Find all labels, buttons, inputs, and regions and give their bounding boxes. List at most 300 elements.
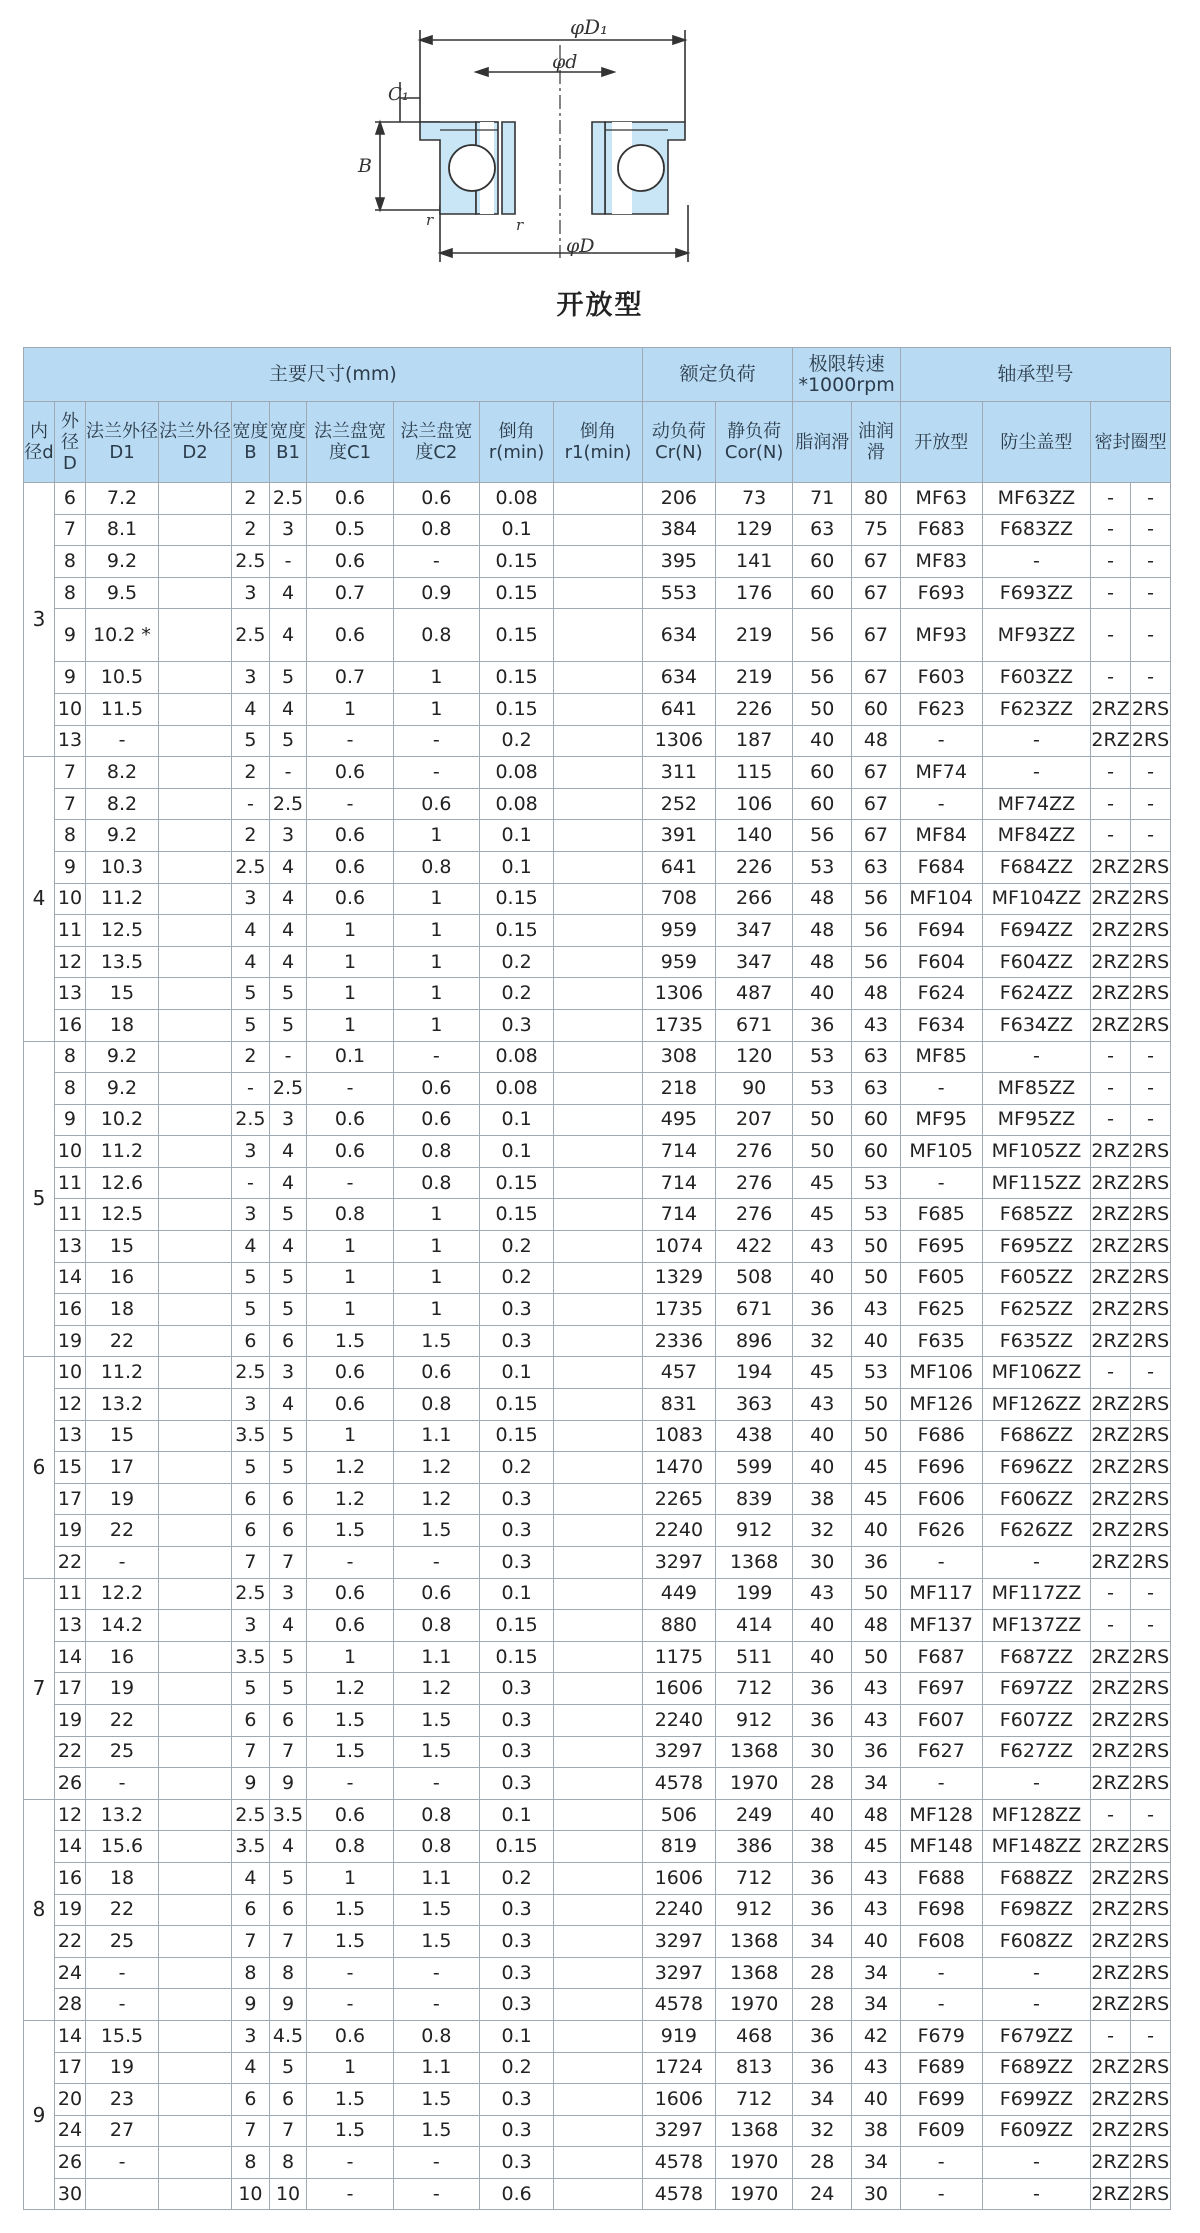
table-cell [554, 820, 643, 852]
table-cell [159, 693, 232, 725]
table-cell: 2.5 [232, 1357, 270, 1389]
table-row [24, 1957, 1171, 1989]
table-cell: 839 [715, 1483, 793, 1515]
table-cell: 2RS [1131, 1831, 1171, 1863]
table-cell: - [982, 546, 1090, 578]
table-cell: - [1091, 1578, 1131, 1610]
label-r-left: r [426, 211, 434, 229]
table-cell [554, 1610, 643, 1642]
table-cell: 9 [269, 1768, 307, 1800]
table-cell: 2RZ [1091, 883, 1131, 915]
table-cell: 0.15 [480, 577, 554, 609]
table-row [24, 1073, 1171, 1105]
header-main-dims: 主要尺寸(mm) [24, 348, 643, 402]
table-cell: 1074 [642, 1231, 715, 1263]
table-cell: - [85, 1547, 158, 1579]
table-cell: 8 [54, 820, 85, 852]
table-cell: 2RS [1131, 1231, 1171, 1263]
table-cell: 2240 [642, 1894, 715, 1926]
cell-inner-diameter: 5 [24, 1041, 55, 1357]
table-cell [554, 1357, 643, 1389]
table-cell: 0.3 [480, 1009, 554, 1041]
table-cell: 1606 [642, 2084, 715, 2116]
table-cell: F609ZZ [982, 2115, 1090, 2147]
table-cell: 0.8 [393, 609, 479, 662]
table-cell: 63 [852, 1073, 901, 1105]
table-cell: 9.2 [85, 546, 158, 578]
table-row [24, 1515, 1171, 1547]
table-cell: 1.2 [307, 1452, 393, 1484]
table-cell: - [1131, 1578, 1171, 1610]
table-cell: 5 [269, 2052, 307, 2084]
table-row [24, 1104, 1171, 1136]
table-cell: 0.8 [307, 1199, 393, 1231]
table-cell: 43 [852, 2052, 901, 2084]
table-cell [554, 1736, 643, 1768]
table-cell: 959 [642, 946, 715, 978]
table-cell: F699 [900, 2084, 982, 2116]
table-cell: 24 [54, 1957, 85, 1989]
table-cell: F608ZZ [982, 1926, 1090, 1958]
table-cell: 1 [307, 1420, 393, 1452]
table-cell: F679 [900, 2020, 982, 2052]
table-cell: 40 [852, 2084, 901, 2116]
table-cell: 1.5 [393, 1736, 479, 1768]
table-cell: 15 [85, 1231, 158, 1263]
table-cell: 67 [852, 546, 901, 578]
table-cell: 6 [232, 2084, 270, 2116]
table-cell [159, 1862, 232, 1894]
table-row [24, 1799, 1171, 1831]
col-seal-type: 密封圈型 [1091, 402, 1171, 483]
table-cell: 40 [852, 1926, 901, 1958]
table-cell: 414 [715, 1610, 793, 1642]
table-cell: F688 [900, 1862, 982, 1894]
table-cell: 2RS [1131, 1389, 1171, 1421]
table-cell: 50 [852, 1578, 901, 1610]
col-oil: 油润滑 [852, 402, 901, 483]
table-cell: 5 [269, 1862, 307, 1894]
table-cell: - [900, 1547, 982, 1579]
table-cell: 20 [54, 2084, 85, 2116]
table-cell: 10.5 [85, 662, 158, 694]
table-cell: 3.5 [232, 1641, 270, 1673]
table-cell: 919 [642, 2020, 715, 2052]
table-cell [159, 1736, 232, 1768]
table-cell: 641 [642, 851, 715, 883]
table-cell: 438 [715, 1420, 793, 1452]
label-d: φd [552, 51, 578, 73]
table-cell: 5 [232, 1009, 270, 1041]
table-cell: 10 [232, 2178, 270, 2210]
table-cell: MF137 [900, 1610, 982, 1642]
table-cell: 1.1 [393, 2052, 479, 2084]
table-cell [554, 2084, 643, 2116]
table-cell: 712 [715, 2084, 793, 2116]
table-cell: 13.2 [85, 1389, 158, 1421]
table-cell: 5 [232, 725, 270, 757]
table-row [24, 1673, 1171, 1705]
table-cell: 45 [852, 1452, 901, 1484]
table-cell: 19 [54, 1894, 85, 1926]
table-cell: 0.3 [480, 2147, 554, 2179]
table-row [24, 483, 1171, 515]
table-cell: 0.6 [307, 1389, 393, 1421]
table-cell: 4 [269, 1167, 307, 1199]
table-cell [554, 1294, 643, 1326]
table-cell [159, 1768, 232, 1800]
table-row [24, 883, 1171, 915]
table-cell: 0.7 [307, 662, 393, 694]
table-cell: - [1131, 546, 1171, 578]
table-cell: 714 [642, 1136, 715, 1168]
table-cell: 141 [715, 546, 793, 578]
table-cell: 0.08 [480, 757, 554, 789]
table-row [24, 1926, 1171, 1958]
table-cell: 1 [393, 662, 479, 694]
table-cell: 276 [715, 1136, 793, 1168]
bearing-cross-section-diagram [330, 0, 770, 330]
cell-inner-diameter: 8 [24, 1799, 55, 2020]
table-cell [554, 1989, 643, 2021]
table-cell [554, 757, 643, 789]
table-cell: 24 [793, 2178, 852, 2210]
table-cell: 2RZ [1091, 693, 1131, 725]
table-cell: 56 [793, 609, 852, 662]
table-cell: MF128 [900, 1799, 982, 1831]
table-cell: - [900, 1073, 982, 1105]
table-cell: 5 [269, 1420, 307, 1452]
table-cell: 3.5 [232, 1420, 270, 1452]
table-cell: 0.3 [480, 1768, 554, 1800]
table-cell: 22 [85, 1325, 158, 1357]
table-cell: F689ZZ [982, 2052, 1090, 2084]
table-cell [159, 1041, 232, 1073]
table-cell: MF104 [900, 883, 982, 915]
table-cell: 28 [793, 1957, 852, 1989]
table-cell: 50 [793, 1136, 852, 1168]
table-cell: 4 [269, 693, 307, 725]
table-cell: 0.3 [480, 1957, 554, 1989]
table-cell: 347 [715, 915, 793, 947]
table-cell: 10 [269, 2178, 307, 2210]
table-cell: 48 [852, 1610, 901, 1642]
table-cell: MF115ZZ [982, 1167, 1090, 1199]
table-cell: 15 [54, 1452, 85, 1484]
table-cell [159, 915, 232, 947]
table-row [24, 2052, 1171, 2084]
table-cell: 40 [793, 1641, 852, 1673]
table-cell: 1.5 [393, 1515, 479, 1547]
table-cell: 90 [715, 1073, 793, 1105]
table-cell: 3297 [642, 1547, 715, 1579]
table-cell: 6 [269, 1515, 307, 1547]
table-cell: 1.2 [393, 1673, 479, 1705]
table-cell: 2RZ [1091, 1452, 1131, 1484]
table-cell: 2RS [1131, 1547, 1171, 1579]
table-cell: 50 [793, 1104, 852, 1136]
table-cell: 0.9 [393, 577, 479, 609]
table-cell: F687 [900, 1641, 982, 1673]
table-cell: 80 [852, 483, 901, 515]
table-cell: 1306 [642, 978, 715, 1010]
table-cell: 3297 [642, 1736, 715, 1768]
table-cell [159, 1641, 232, 1673]
table-cell: 2RZ [1091, 1862, 1131, 1894]
table-cell: 11 [54, 1199, 85, 1231]
table-cell: 3 [232, 1199, 270, 1231]
table-cell: F604 [900, 946, 982, 978]
table-cell: - [232, 1167, 270, 1199]
table-cell: F623ZZ [982, 693, 1090, 725]
table-cell: - [1091, 1104, 1131, 1136]
table-cell: 34 [852, 1957, 901, 1989]
table-cell: 276 [715, 1199, 793, 1231]
table-cell: MF93ZZ [982, 609, 1090, 662]
table-cell: 4 [232, 1231, 270, 1263]
table-cell: 0.6 [307, 757, 393, 789]
table-cell [554, 1199, 643, 1231]
table-cell [159, 1167, 232, 1199]
table-cell: 8 [269, 1957, 307, 1989]
table-cell: MF126ZZ [982, 1389, 1090, 1421]
table-cell: 714 [642, 1167, 715, 1199]
table-cell: 15 [85, 1420, 158, 1452]
table-cell [159, 1989, 232, 2021]
table-cell: 7.2 [85, 483, 158, 515]
table-cell: 0.6 [307, 609, 393, 662]
table-cell: 106 [715, 788, 793, 820]
table-cell: - [1091, 483, 1131, 515]
table-cell: - [307, 1768, 393, 1800]
table-cell: 2RZ [1091, 1483, 1131, 1515]
table-cell [554, 1483, 643, 1515]
table-row [24, 1009, 1171, 1041]
table-cell [159, 2178, 232, 2210]
table-cell: 23 [85, 2084, 158, 2116]
table-cell [159, 851, 232, 883]
table-cell: 13 [54, 1610, 85, 1642]
table-cell [554, 546, 643, 578]
table-cell: 14.2 [85, 1610, 158, 1642]
table-cell: 4 [269, 1136, 307, 1168]
table-cell: 11 [54, 1167, 85, 1199]
table-cell: 13 [54, 978, 85, 1010]
table-cell: 10 [54, 693, 85, 725]
table-cell: 0.8 [393, 1167, 479, 1199]
table-row [24, 978, 1171, 1010]
table-cell: 40 [793, 1420, 852, 1452]
table-cell: 0.6 [480, 2178, 554, 2210]
table-cell: 1970 [715, 2178, 793, 2210]
label-D1: φD₁ [570, 15, 609, 39]
table-cell: 0.3 [480, 1515, 554, 1547]
table-cell: 0.3 [480, 1926, 554, 1958]
table-row [24, 1610, 1171, 1642]
table-cell: 2RZ [1091, 2052, 1131, 2084]
table-cell [159, 2052, 232, 2084]
table-row [24, 1547, 1171, 1579]
table-cell: 714 [642, 1199, 715, 1231]
table-cell: - [85, 1768, 158, 1800]
table-cell: 5 [269, 1641, 307, 1673]
table-cell: 140 [715, 820, 793, 852]
table-cell: 912 [715, 1894, 793, 1926]
table-cell: 67 [852, 662, 901, 694]
table-cell: 26 [54, 2147, 85, 2179]
table-cell: 45 [852, 1831, 901, 1863]
table-cell: 3 [232, 662, 270, 694]
table-cell: 7 [269, 1547, 307, 1579]
table-cell: 40 [852, 1325, 901, 1357]
table-cell: - [1131, 609, 1171, 662]
table-cell: 13 [54, 1420, 85, 1452]
table-row [24, 1231, 1171, 1263]
table-cell: 2RS [1131, 1167, 1171, 1199]
table-cell: 3297 [642, 1957, 715, 1989]
table-cell: 0.15 [480, 915, 554, 947]
table-cell: 2RS [1131, 1515, 1171, 1547]
table-cell: 1 [393, 1294, 479, 1326]
table-cell: 5 [269, 1199, 307, 1231]
table-cell: 1735 [642, 1009, 715, 1041]
cell-inner-diameter: 7 [24, 1578, 55, 1799]
table-cell: 219 [715, 609, 793, 662]
table-cell: 9.2 [85, 1073, 158, 1105]
table-cell: F696 [900, 1452, 982, 1484]
table-row [24, 1704, 1171, 1736]
table-cell: F624 [900, 978, 982, 1010]
table-cell: MF85ZZ [982, 1073, 1090, 1105]
table-row [24, 2147, 1171, 2179]
table-cell: 50 [852, 1231, 901, 1263]
table-cell: - [1131, 662, 1171, 694]
table-cell: 7 [269, 2115, 307, 2147]
col-shield-type: 防尘盖型 [982, 402, 1090, 483]
table-cell: 12.6 [85, 1167, 158, 1199]
table-cell: 0.6 [393, 1104, 479, 1136]
table-cell: 13.5 [85, 946, 158, 978]
table-cell: 0.8 [307, 1831, 393, 1863]
table-cell: - [232, 1073, 270, 1105]
table-cell: 384 [642, 514, 715, 546]
table-cell: 34 [793, 2084, 852, 2116]
table-cell [159, 1420, 232, 1452]
table-cell: 53 [793, 1041, 852, 1073]
table-cell: 2RZ [1091, 1009, 1131, 1041]
table-cell: 2 [232, 1041, 270, 1073]
table-cell [159, 883, 232, 915]
table-cell: 14 [54, 1831, 85, 1863]
label-C1: C₁ [388, 84, 409, 105]
table-cell: 7 [232, 2115, 270, 2147]
table-cell: 50 [852, 1641, 901, 1673]
table-cell: 0.1 [480, 851, 554, 883]
table-cell: 311 [642, 757, 715, 789]
table-cell [159, 1199, 232, 1231]
table-cell: 43 [852, 1294, 901, 1326]
table-cell [159, 514, 232, 546]
table-cell [554, 1957, 643, 1989]
table-cell: 252 [642, 788, 715, 820]
table-cell: 60 [852, 1104, 901, 1136]
table-cell: 36 [793, 2052, 852, 2084]
table-cell: 2RS [1131, 1768, 1171, 1800]
table-cell: 3 [269, 1104, 307, 1136]
table-cell: - [85, 2147, 158, 2179]
table-row [24, 915, 1171, 947]
table-cell: 15.5 [85, 2020, 158, 2052]
table-row [24, 1736, 1171, 1768]
table-row [24, 514, 1171, 546]
table-row [24, 609, 1171, 662]
table-cell: 0.3 [480, 1736, 554, 1768]
label-B: B [358, 155, 372, 177]
table-cell: MF74ZZ [982, 788, 1090, 820]
table-cell: 0.6 [307, 483, 393, 515]
table-cell: 206 [642, 483, 715, 515]
table-cell: F683ZZ [982, 514, 1090, 546]
table-cell: 30 [852, 2178, 901, 2210]
table-cell: 1470 [642, 1452, 715, 1484]
table-cell: 468 [715, 2020, 793, 2052]
table-cell: 10.2 [85, 1104, 158, 1136]
table-cell: 8 [54, 546, 85, 578]
table-cell: 0.1 [480, 1799, 554, 1831]
table-cell: - [1091, 1610, 1131, 1642]
table-cell: F634ZZ [982, 1009, 1090, 1041]
table-cell: 4 [232, 693, 270, 725]
table-cell: 4 [269, 1231, 307, 1263]
table-cell: 40 [793, 725, 852, 757]
table-cell: 2RZ [1091, 1673, 1131, 1705]
table-cell: 10.2 * [85, 609, 158, 662]
table-cell: - [393, 2178, 479, 2210]
table-cell: 13 [54, 725, 85, 757]
table-cell: MF93 [900, 609, 982, 662]
table-cell [554, 1136, 643, 1168]
table-cell: 43 [852, 1862, 901, 1894]
table-cell: 0.2 [480, 2052, 554, 2084]
table-cell: 48 [793, 946, 852, 978]
table-cell: 671 [715, 1009, 793, 1041]
table-cell: - [393, 1768, 479, 1800]
table-cell [159, 1578, 232, 1610]
table-cell [554, 514, 643, 546]
table-cell: 4578 [642, 1768, 715, 1800]
table-cell: F698ZZ [982, 1894, 1090, 1926]
table-cell: F603 [900, 662, 982, 694]
table-cell: 1970 [715, 1989, 793, 2021]
table-cell [159, 2084, 232, 2116]
table-cell: 1 [393, 978, 479, 1010]
table-cell: - [1091, 820, 1131, 852]
table-cell: 5 [269, 1262, 307, 1294]
table-cell: MF117 [900, 1578, 982, 1610]
table-cell [159, 483, 232, 515]
table-row [24, 2020, 1171, 2052]
table-cell: 0.6 [307, 1104, 393, 1136]
table-cell: 12.5 [85, 1199, 158, 1231]
table-cell: - [1091, 609, 1131, 662]
table-cell: 708 [642, 883, 715, 915]
table-cell: 53 [793, 851, 852, 883]
table-cell: - [1131, 483, 1171, 515]
table-cell: 2RZ [1091, 1831, 1131, 1863]
table-cell [554, 693, 643, 725]
table-cell: 1.5 [393, 2115, 479, 2147]
table-cell: 2RS [1131, 1483, 1171, 1515]
